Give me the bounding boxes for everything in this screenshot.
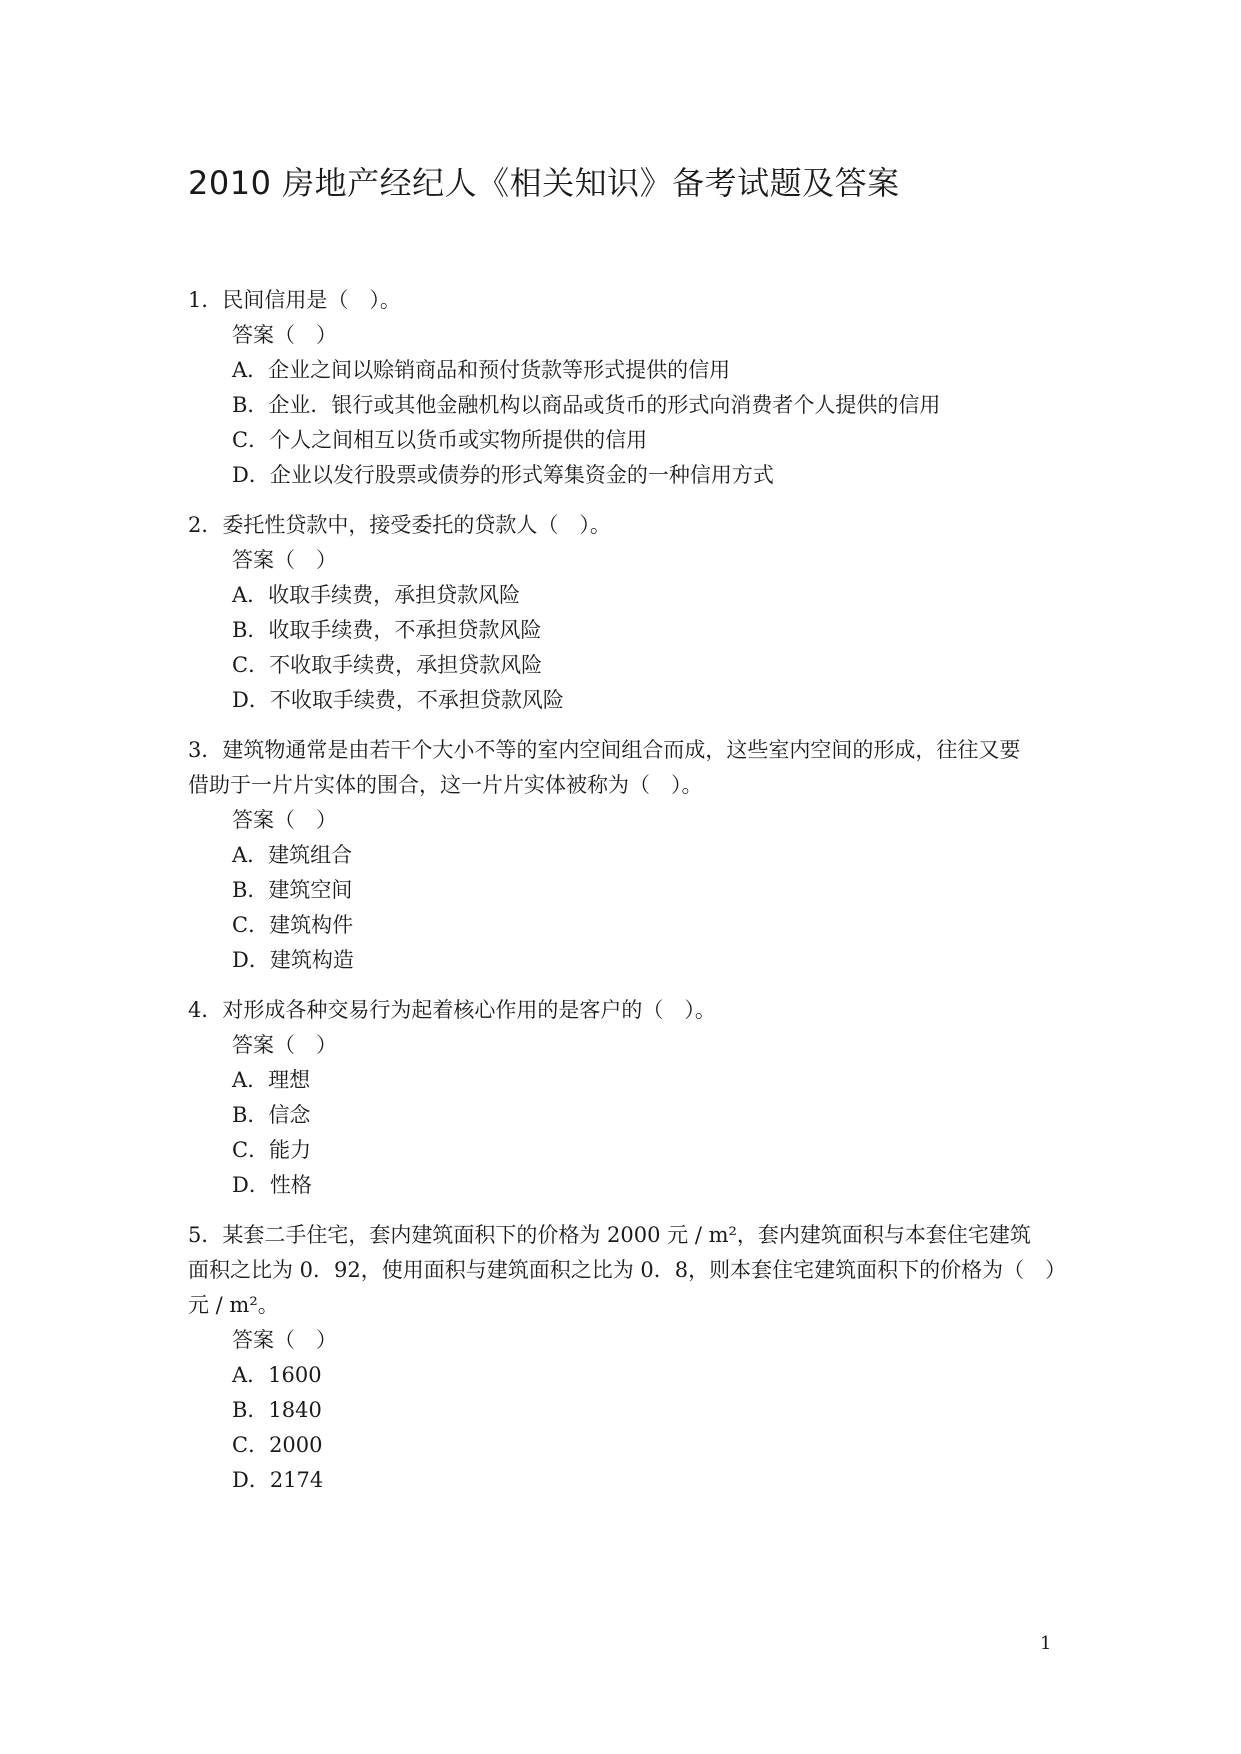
question-3-option-b: B．建筑空间 [232,878,353,902]
question-5-option-c: C．2000 [232,1433,323,1457]
document-title: 2010 房地产经纪人《相关知识》备考试题及答案 [188,164,900,202]
question-5-option-b: B．1840 [232,1398,322,1422]
question-4-stem: 4．对形成各种交易行为起着核心作用的是客户的（ ）。 [188,998,716,1022]
question-5-option-a: A．1600 [232,1363,322,1387]
question-1-option-b: B．企业．银行或其他金融机构以商品或货币的形式向消费者个人提供的信用 [232,393,941,417]
question-3-option-d: D．建筑构造 [232,948,354,972]
question-2-stem: 2．委托性贷款中，接受委托的贷款人（ ）。 [188,513,611,537]
question-4-answer: 答案（ ） [232,1033,337,1057]
question-2-option-c: C．不收取手续费，承担贷款风险 [232,653,543,677]
question-3-answer: 答案（ ） [232,808,337,832]
question-5-stem-line-1: 5．某套二手住宅，套内建筑面积下的价格为 2000 元 / m²，套内建筑面积与本套住宅建筑 [188,1223,1031,1247]
question-5-option-d: D．2174 [232,1468,324,1492]
question-1-option-c: C．个人之间相互以货币或实物所提供的信用 [232,428,648,452]
question-5-answer: 答案（ ） [232,1328,337,1352]
question-3-option-a: A．建筑组合 [232,843,353,867]
question-4-option-d: D．性格 [232,1173,312,1197]
question-1-option-a: A．企业之间以赊销商品和预付货款等形式提供的信用 [232,358,731,382]
question-1-option-d: D．企业以发行股票或债券的形式筹集资金的一种信用方式 [232,463,774,487]
question-3-option-c: C．建筑构件 [232,913,354,937]
question-4-option-b: B．信念 [232,1103,311,1127]
question-3-stem-line-2: 借助于一片片实体的围合，这一片片实体被称为（ ）。 [188,773,703,797]
question-2-answer: 答案（ ） [232,548,337,572]
question-4-option-c: C．能力 [232,1138,312,1162]
question-1-answer: 答案（ ） [232,323,337,347]
question-1-stem: 1．民间信用是（ ）。 [188,288,401,312]
question-3-stem-line-1: 3．建筑物通常是由若干个大小不等的室内空间组合而成，这些室内空间的形成，往往又要 [188,738,1021,762]
question-2-option-d: D．不收取手续费，不承担贷款风险 [232,688,564,712]
question-4-option-a: A．理想 [232,1068,311,1092]
question-2-option-a: A．收取手续费，承担贷款风险 [232,583,521,607]
page-number: 1 [1040,1633,1052,1654]
question-5-stem-line-3: 元 / m²。 [188,1293,279,1317]
question-2-option-b: B．收取手续费，不承担贷款风险 [232,618,542,642]
question-5-stem-line-2: 面积之比为 0．92，使用面积与建筑面积之比为 0．8，则本套住宅建筑面积下的价格为（ ） [188,1258,1067,1282]
